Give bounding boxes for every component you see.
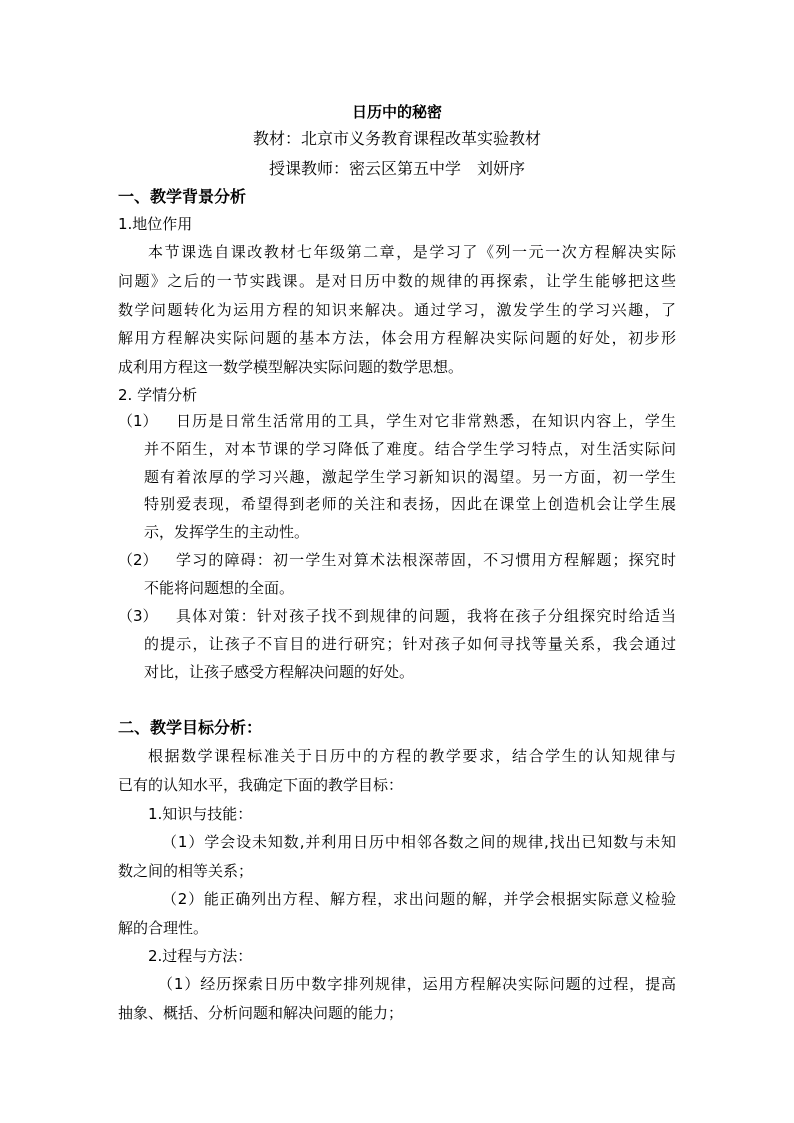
paragraph-line: 解用方程解决实际问题的基本方法，体会用方程解决实际问题的好处，初步形	[118, 329, 676, 347]
goal-item-line: （2）能正确列出方程、解方程，求出问题的解，并学会根据实际意义检验	[162, 890, 676, 908]
goal-item-line: 数之间的相等关系；	[118, 862, 254, 880]
goal-item-line: 抽象、概括、分析问题和解决问题的能力；	[118, 1004, 404, 1022]
section-heading-goals: 二、教学目标分析：	[118, 718, 263, 737]
list-number: （3）	[118, 607, 158, 625]
paragraph-line: 数学问题转化为运用方程的知识来解决。通过学习，激发学生的学习兴趣，了	[118, 301, 676, 319]
goal-label-knowledge: 1.知识与技能：	[148, 805, 253, 823]
list-item-line: 的提示，让孩子不盲目的进行研究；针对孩子如何寻找等量关系，我会通过	[144, 635, 676, 653]
list-item-line: 示，发挥学生的主动性。	[144, 523, 310, 541]
goal-item-line: （1）学会设未知数,并利用日历中相邻各数之间的规律,找出已知数与未知	[162, 833, 676, 851]
list-number: （2）	[118, 551, 158, 569]
paragraph-line: 问题》之后的一节实践课。是对日历中数的规律的再探索，让学生能够把这些	[118, 272, 676, 290]
section-heading-background: 一、教学背景分析	[118, 187, 247, 206]
textbook-line: 教材：北京市义务教育课程改革实验教材	[252, 129, 541, 148]
list-item-line: 题有着浓厚的学习兴趣，激起学生学习新知识的渴望。另一方面，初一学生	[144, 468, 676, 486]
list-number: （1）	[118, 412, 158, 430]
goal-item-line: 解的合理性。	[118, 919, 209, 937]
list-item-line: 特别爱表现，希望得到老师的关注和表扬，因此在课堂上创造机会让学生展	[144, 495, 676, 513]
paragraph-line: 已有的认知水平，我确定下面的教学目标：	[118, 776, 404, 794]
paragraph-line: 本节课选自课改教材七年级第二章，是学习了《列一元一次方程解决实际	[148, 243, 676, 261]
list-item-line: 日历是日常生活常用的工具，学生对它非常熟悉，在知识内容上，学生	[176, 412, 676, 430]
list-item-line: 不能将问题想的全面。	[144, 579, 295, 597]
document-title: 日历中的秘密	[351, 103, 442, 121]
paragraph-line: 成利用方程这一数学模型解决实际问题的数学思想。	[118, 358, 464, 376]
teacher-line: 授课教师：密云区第五中学 刘妍序	[268, 159, 525, 178]
goal-item-line: （1）经历探索日历中数字排列规律，运用方程解决实际问题的过程，提高	[158, 975, 676, 993]
list-item-line: 并不陌生，对本节课的学习降低了难度。结合学生学习特点，对生活实际问	[144, 440, 676, 458]
subsection-label-role: 1.地位作用	[118, 215, 193, 233]
paragraph-line: 根据数学课程标准关于日历中的方程的教学要求，结合学生的认知规律与	[148, 747, 676, 765]
list-item-line: 具体对策：针对孩子找不到规律的问题，我将在孩子分组探究时给适当	[176, 607, 676, 625]
goal-label-process: 2.过程与方法：	[148, 947, 253, 965]
list-item-line: 学习的障碍：初一学生对算术法根深蒂固，不习惯用方程解题；探究时	[176, 551, 676, 569]
subsection-label-students: 2. 学情分析	[118, 386, 198, 404]
list-item-line: 对比，让孩子感受方程解决问题的好处。	[144, 663, 415, 681]
